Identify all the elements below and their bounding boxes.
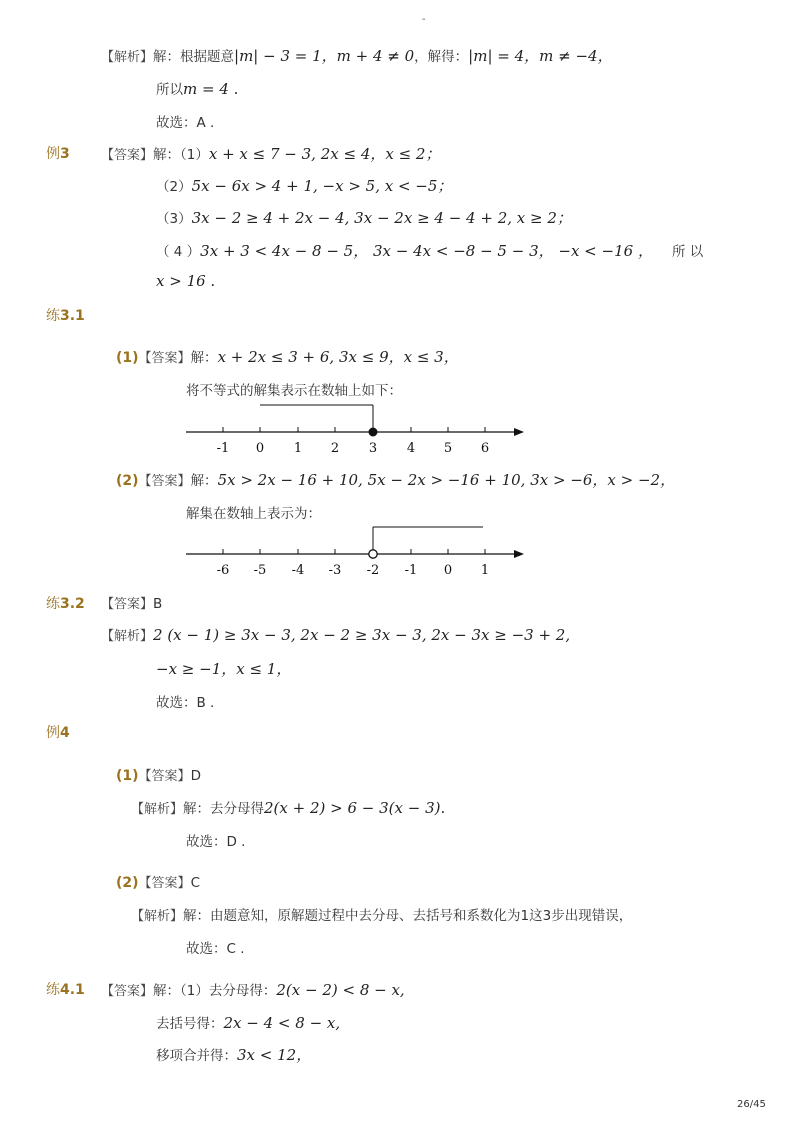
practice-4-1-label xyxy=(46,979,85,999)
equation: 2x − 4 < 8 − x, xyxy=(223,1014,341,1032)
example-4-q1-analysis xyxy=(131,797,445,817)
question-number: (2) xyxy=(116,473,139,489)
axis-ticks xyxy=(217,427,489,456)
equation: |m| − 3 = 1，m + 4 ≠ 0 xyxy=(234,47,415,65)
practice-3-2-label xyxy=(46,593,85,613)
axis-tick-label: -6 xyxy=(216,563,230,578)
example-3-line-4 xyxy=(156,240,653,261)
question-number: (1) xyxy=(116,350,139,366)
example-3-line-5: x > 16 . xyxy=(156,272,216,290)
axis-tick-label: 0 xyxy=(255,441,265,456)
axis-tick-label: 6 xyxy=(480,441,490,456)
practice-4-1-line-3 xyxy=(156,1044,311,1065)
answer-tag: 【答案】 xyxy=(101,148,154,163)
example-3-line-4-suffix: 所 以 xyxy=(672,244,704,260)
question-number: (1) xyxy=(116,768,139,784)
axis-tick-label: 3 xyxy=(368,441,378,456)
top-mark: - xyxy=(422,14,426,25)
part-label: （ 4 ） xyxy=(156,244,201,260)
example-3-label xyxy=(46,143,70,163)
text: ，解得： xyxy=(414,49,469,65)
axis-tick-label: -3 xyxy=(328,563,342,578)
axis-tick-label: 0 xyxy=(443,563,453,578)
equation: 3x − 2 ≥ 4 + 2x − 4, 3x − 2x ≥ 4 − 4 + 2, x ≥ 2； xyxy=(191,209,572,227)
step-label: 去括号得： xyxy=(156,1016,224,1032)
practice-3-1-q2 xyxy=(116,469,675,490)
equation: 5x > 2x − 16 + 10, 5x − 2x > −16 + 10, 3x > −6，x > −2， xyxy=(217,471,676,489)
answer-value: B xyxy=(153,596,163,612)
solution-prefix: 解： xyxy=(153,49,181,65)
text: 由题意知，原解题过程中去分母、去括号和系数化为1这3步出现错误， xyxy=(210,908,633,924)
example-3-line-3 xyxy=(156,207,572,228)
example-3-line-2 xyxy=(156,175,452,196)
answer-tag: 【答案】 xyxy=(138,351,191,366)
axis-tick-label: 5 xyxy=(443,441,453,456)
label-prefix: 练 xyxy=(46,596,60,612)
practice-3-1-q1 xyxy=(116,346,459,367)
answer-tag: 【答案】 xyxy=(138,876,191,891)
practice-3-2-choice: 故选：B . xyxy=(156,695,215,711)
label-number: 3 xyxy=(60,146,70,162)
open-endpoint xyxy=(369,550,377,558)
solution-prefix: 解： xyxy=(190,350,218,366)
number-line-2 xyxy=(180,520,530,580)
label-prefix: 例 xyxy=(46,146,60,162)
practice-4-1-line-1 xyxy=(101,979,405,999)
closed-endpoint xyxy=(369,428,378,437)
axis-tick-label: -5 xyxy=(253,563,267,578)
example-3-line-1 xyxy=(101,143,440,164)
page-number: 26/45 xyxy=(737,1099,766,1110)
analysis-line-2 xyxy=(156,78,238,98)
axis-tick-label: -1 xyxy=(216,441,230,456)
axis-ticks xyxy=(217,549,489,578)
number-line-1 xyxy=(180,398,530,458)
text: 根据题意 xyxy=(180,49,235,65)
label-prefix: 练 xyxy=(46,982,60,998)
answer-tag: 【答案】 xyxy=(101,597,154,612)
label-prefix: 例 xyxy=(46,725,60,741)
label-prefix: 练 xyxy=(46,308,60,324)
part-label: （2） xyxy=(156,179,192,195)
solution-prefix: 解： xyxy=(183,908,211,924)
label-number: 3.1 xyxy=(60,308,85,324)
axis-tick-label: 1 xyxy=(293,441,303,456)
number-line-2-caption: 解集在数轴上表示为： xyxy=(186,506,321,522)
answer-value: D xyxy=(190,768,201,784)
solution-prefix: 解： xyxy=(153,147,181,163)
equation: 2(x − 2) < 8 − x, xyxy=(276,981,405,999)
answer-tag: 【答案】 xyxy=(138,769,191,784)
example-4-q2-analysis xyxy=(131,904,632,924)
step-label: （1）去分母得： xyxy=(180,983,277,999)
axis-tick-label: -1 xyxy=(404,563,418,578)
equation: 5x − 6x > 4 + 1, −x > 5, x < −5； xyxy=(191,177,453,195)
solution-prefix: 解： xyxy=(190,473,218,489)
equation: x + x ≤ 7 − 3, 2x ≤ 4，x ≤ 2； xyxy=(208,145,441,163)
practice-3-1-label xyxy=(46,305,85,325)
analysis-tag: 【解析】 xyxy=(101,629,154,644)
text: 所以 xyxy=(156,82,183,98)
analysis-tag: 【解析】 xyxy=(131,802,184,817)
practice-3-2-line-2: −x ≥ −1，x ≤ 1， xyxy=(156,660,292,678)
example-4-q1-answer xyxy=(116,765,201,784)
equation: 3x < 12， xyxy=(237,1046,312,1064)
number-line-1-caption: 将不等式的解集表示在数轴上如下： xyxy=(186,383,402,399)
example-4-q1-choice: 故选：D . xyxy=(186,834,246,850)
label-number: 4 xyxy=(60,725,70,741)
analysis-tag: 【解析】 xyxy=(101,50,154,65)
example-4-label xyxy=(46,722,70,742)
label-number: 3.2 xyxy=(60,596,85,612)
practice-3-2-answer xyxy=(101,593,162,612)
practice-4-1-line-2 xyxy=(156,1012,340,1032)
equation: 2 (x − 1) ≥ 3x − 3, 2x − 2 ≥ 3x − 3, 2x − 3x ≥ −3 + 2, xyxy=(153,626,571,644)
axis-tick-label: 2 xyxy=(330,441,340,456)
text: 去分母得 xyxy=(210,801,265,817)
equation: x + 2x ≤ 3 + 6, 3x ≤ 9，x ≤ 3， xyxy=(217,348,459,366)
axis-tick-label: -4 xyxy=(291,563,305,578)
equation: 2(x + 2) > 6 − 3(x − 3). xyxy=(264,799,446,817)
choice-line: 故选：A . xyxy=(156,115,215,131)
equation: 3x + 3 < 4x − 8 − 5， 3x − 4x < −8 − 5 − 3， −x < −16 ， xyxy=(200,242,653,260)
answer-tag: 【答案】 xyxy=(101,984,154,999)
part-label: （1） xyxy=(180,147,209,163)
equation: |m| = 4，m ≠ −4， xyxy=(468,47,613,65)
answer-value: C xyxy=(190,875,200,891)
axis-tick-label: 1 xyxy=(480,563,490,578)
example-4-q2-answer xyxy=(116,872,200,891)
axis-arrow xyxy=(514,428,524,436)
example-4-q2-choice: 故选：C . xyxy=(186,941,245,957)
label-number: 4.1 xyxy=(60,982,85,998)
equation: m = 4 . xyxy=(183,80,239,98)
analysis-tag: 【解析】 xyxy=(131,909,184,924)
axis-arrow xyxy=(514,550,524,558)
solution-prefix: 解： xyxy=(183,801,211,817)
axis-tick-label: -2 xyxy=(366,563,380,578)
analysis-line-1 xyxy=(101,45,613,66)
question-number: (2) xyxy=(116,875,139,891)
step-label: 移项合并得： xyxy=(156,1048,237,1064)
solution-prefix: 解： xyxy=(153,983,181,999)
axis-tick-label: 4 xyxy=(406,441,416,456)
practice-3-2-line-1 xyxy=(101,625,570,644)
part-label: （3） xyxy=(156,211,192,227)
answer-tag: 【答案】 xyxy=(138,474,191,489)
